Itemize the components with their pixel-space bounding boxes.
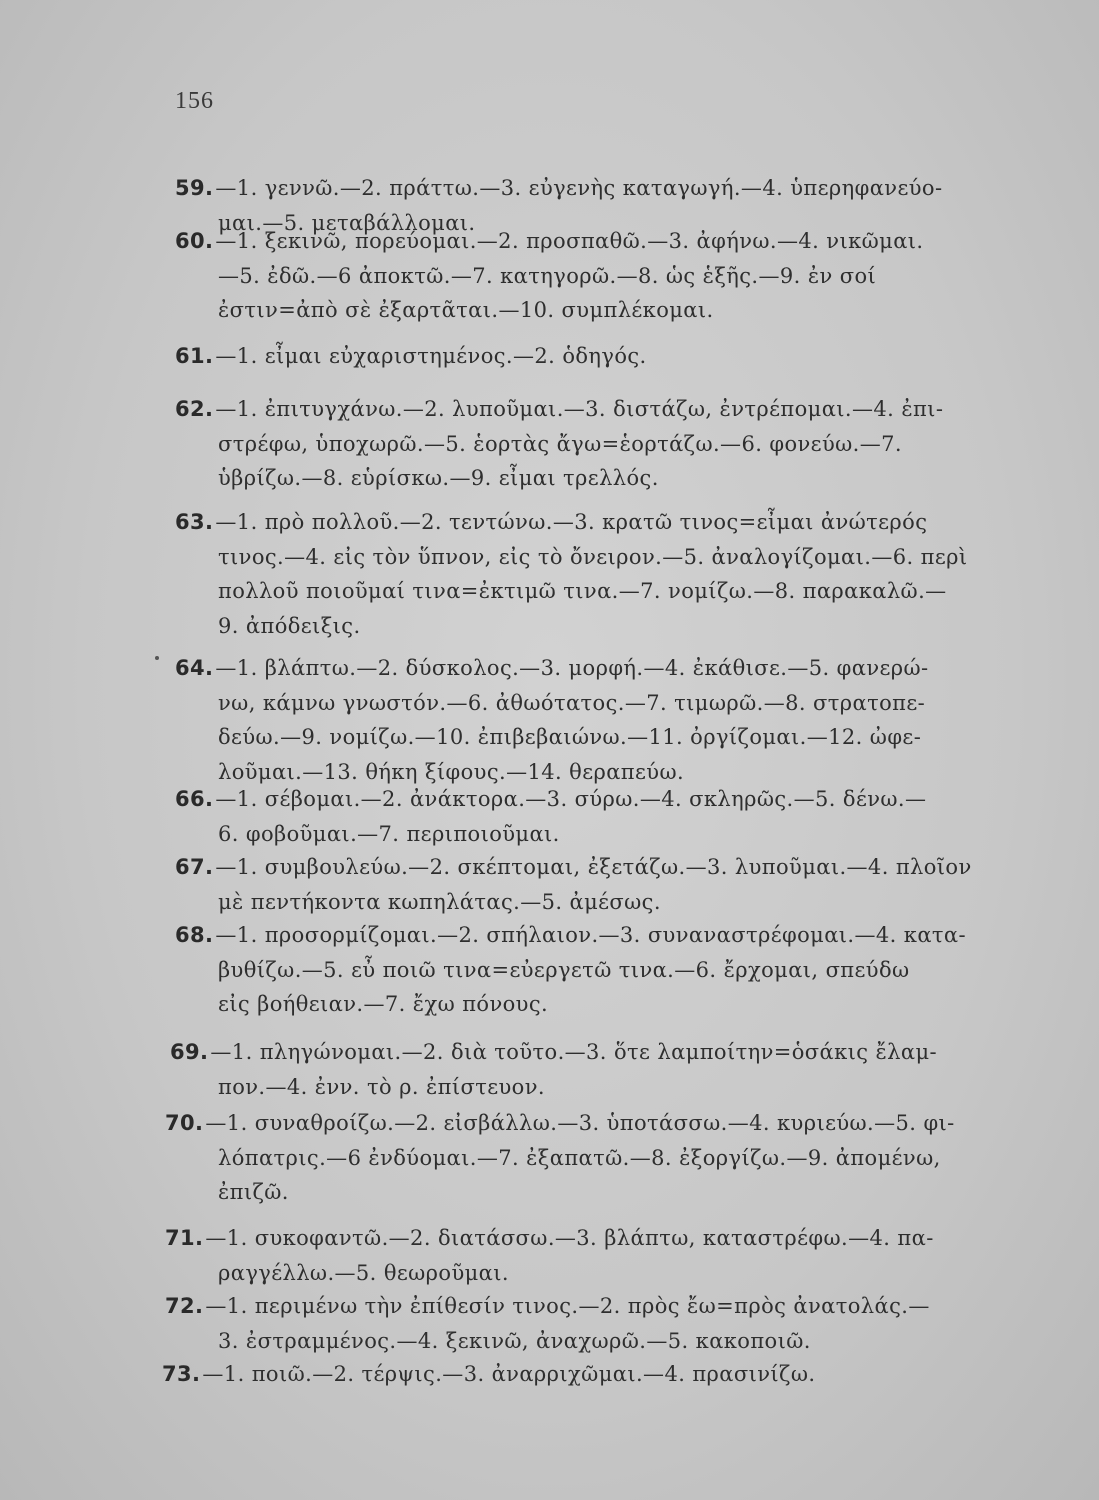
entry-continuation-line: ὑβρίζω.—8. εὑρίσκω.—9. εἶμαι τρελλός. xyxy=(218,466,659,491)
entry-number: 69. xyxy=(170,1040,209,1064)
entry-first-line xyxy=(175,855,972,879)
entry-continuation-line: νω, κάμνω γνωστόν.—6. ἀθωότατος.—7. τιμωρῶ.—8. στρατοπε- xyxy=(218,690,926,715)
entry-continuation-line: ἐπιζῶ. xyxy=(218,1180,289,1205)
entry-text: —1. συκοφαντῶ.—2. διατάσσω.—3. βλάπτω, καταστρέφω.—4. πα- xyxy=(205,1226,934,1250)
entry-continuation-line: μὲ πεντήκοντα κωπηλάτας.—5. ἀμέσως. xyxy=(218,889,661,914)
entry-text: —1. ἐπιτυγχάνω.—2. λυποῦμαι.—3. διστάζω, ἐντρέπομαι.—4. ἐπι- xyxy=(215,397,944,421)
entry-text: —1. εἶμαι εὐχαριστημένος.—2. ὁδηγός. xyxy=(215,344,647,368)
entry-number: 73. xyxy=(162,1362,201,1386)
entry-first-line xyxy=(175,176,942,200)
entry-continuation-line: λόπατρις.—6 ἐνδύομαι.—7. ἐξαπατῶ.—8. ἐξοργίζω.—9. ἀπομένω, xyxy=(218,1145,941,1170)
entry-continuation-line: δεύω.—9. νομίζω.—10. ἐπιβεβαιώνω.—11. ὀργίζομαι.—12. ὠφε- xyxy=(218,725,922,750)
entry-continuation-line: βυθίζω.—5. εὖ ποιῶ τινα=εὐεργετῶ τινα.—6. ἔρχομαι, σπεύδω xyxy=(218,957,910,982)
print-speck xyxy=(155,656,159,660)
entry-text: —1. πληγώνομαι.—2. διὰ τοῦτο.—3. ὅτε λαμποίτην=ὁσάκις ἔλαμ- xyxy=(210,1040,938,1064)
entry-text: —1. ξεκινῶ, πορεύομαι.—2. προσπαθῶ.—3. ἀφήνω.—4. νικῶμαι. xyxy=(215,229,924,253)
entry-text: —1. περιμένω τὴν ἐπίθεσίν τινος.—2. πρὸς ἔω=πρὸς ἀνατολάς.— xyxy=(205,1294,930,1318)
entry-number: 70. xyxy=(165,1111,204,1135)
entry-number: 63. xyxy=(175,510,214,534)
page-number: 156 xyxy=(175,88,214,114)
entry-first-line xyxy=(175,397,943,421)
entry-number: 68. xyxy=(175,923,214,947)
entry-text: —1. σέβομαι.—2. ἀνάκτορα.—3. σύρω.—4. σκληρῶς.—5. δένω.— xyxy=(215,787,927,811)
entry-text: —1. συναθροίζω.—2. εἰσβάλλω.—3. ὑποτάσσω.—4. κυριεύω.—5. φι- xyxy=(205,1111,955,1135)
entry-continuation-line: ραγγέλλω.—5. θεωροῦμαι. xyxy=(218,1260,509,1285)
entry-number: 72. xyxy=(165,1294,204,1318)
entry-number: 59. xyxy=(175,176,214,200)
entry-continuation-line: —5. ἐδῶ.—6 ἀποκτῶ.—7. κατηγορῶ.—8. ὡς ἑξῆς.—9. ἐν σοί xyxy=(218,263,877,288)
entry-number: 66. xyxy=(175,787,214,811)
entry-continuation-line: πολλοῦ ποιοῦμαί τινα=ἐκτιμῶ τινα.—7. νομίζω.—8. παρακαλῶ.— xyxy=(218,579,947,604)
entry-first-line xyxy=(165,1226,934,1250)
entry-text: —1. προσορμίζομαι.—2. σπήλαιον.—3. συναναστρέφομαι.—4. κατα- xyxy=(215,923,966,947)
entry-text: —1. συμβουλεύω.—2. σκέπτομαι, ἐξετάζω.—3. λυποῦμαι.—4. πλοῖον xyxy=(215,855,972,879)
entry-number: 62. xyxy=(175,397,214,421)
entry-text: —1. πρὸ πολλοῦ.—2. τεντώνω.—3. κρατῶ τινος=εἶμαι ἀνώτερός xyxy=(215,510,928,534)
entry-continuation-line: λοῦμαι.—13. θήκη ξίφους.—14. θεραπεύω. xyxy=(218,760,685,785)
entry-continuation-line: πον.—4. ἐνν. τὸ ρ. ἐπίστευον. xyxy=(218,1074,545,1099)
entry-text: —1. γεννῶ.—2. πράττω.—3. εὐγενὴς καταγωγή.—4. ὑπερηφανεύο- xyxy=(215,176,943,200)
entry-first-line xyxy=(175,923,966,947)
entry-first-line xyxy=(175,344,647,368)
entry-first-line xyxy=(175,656,929,680)
entry-text: —1. ποιῶ.—2. τέρψις.—3. ἀναρριχῶμαι.—4. πρασινίζω. xyxy=(202,1362,816,1386)
entry-number: 61. xyxy=(175,344,214,368)
entry-first-line xyxy=(175,510,927,534)
entry-continuation-line: στρέφω, ὑποχωρῶ.—5. ἑορτὰς ἄγω=ἑορτάζω.—6. φονεύω.—7. xyxy=(218,431,902,456)
entry-continuation-line: μαι.—5. μεταβάλλομαι. xyxy=(218,210,476,235)
entry-number: 60. xyxy=(175,229,214,253)
entry-number: 67. xyxy=(175,855,214,879)
entry-continuation-line: 3. ἐστραμμένος.—4. ξεκινῶ, ἀναχωρῶ.—5. κακοποιῶ. xyxy=(218,1328,811,1353)
entry-first-line xyxy=(165,1111,955,1135)
entry-continuation-line: ἐστιν=ἀπὸ σὲ ἐξαρτᾶται.—10. συμπλέκομαι. xyxy=(218,298,714,323)
entry-text: —1. βλάπτω.—2. δύσκολος.—3. μορφή.—4. ἐκάθισε.—5. φανερώ- xyxy=(215,656,929,680)
entry-first-line xyxy=(162,1362,815,1386)
entry-first-line xyxy=(175,229,924,253)
entry-first-line xyxy=(175,787,926,811)
entry-continuation-line: 6. φοβοῦμαι.—7. περιποιοῦμαι. xyxy=(218,821,560,846)
entry-continuation-line: 9. ἀπόδειξις. xyxy=(218,614,361,639)
entry-number: 64. xyxy=(175,656,214,680)
entry-continuation-line: τινος.—4. εἰς τὸν ὕπνον, εἰς τὸ ὄνειρον.—5. ἀναλογίζομαι.—6. περὶ xyxy=(218,544,968,569)
entry-first-line xyxy=(170,1040,937,1064)
entry-continuation-line: εἰς βοήθειαν.—7. ἔχω πόνους. xyxy=(218,992,549,1017)
entry-first-line xyxy=(165,1294,930,1318)
entry-number: 71. xyxy=(165,1226,204,1250)
